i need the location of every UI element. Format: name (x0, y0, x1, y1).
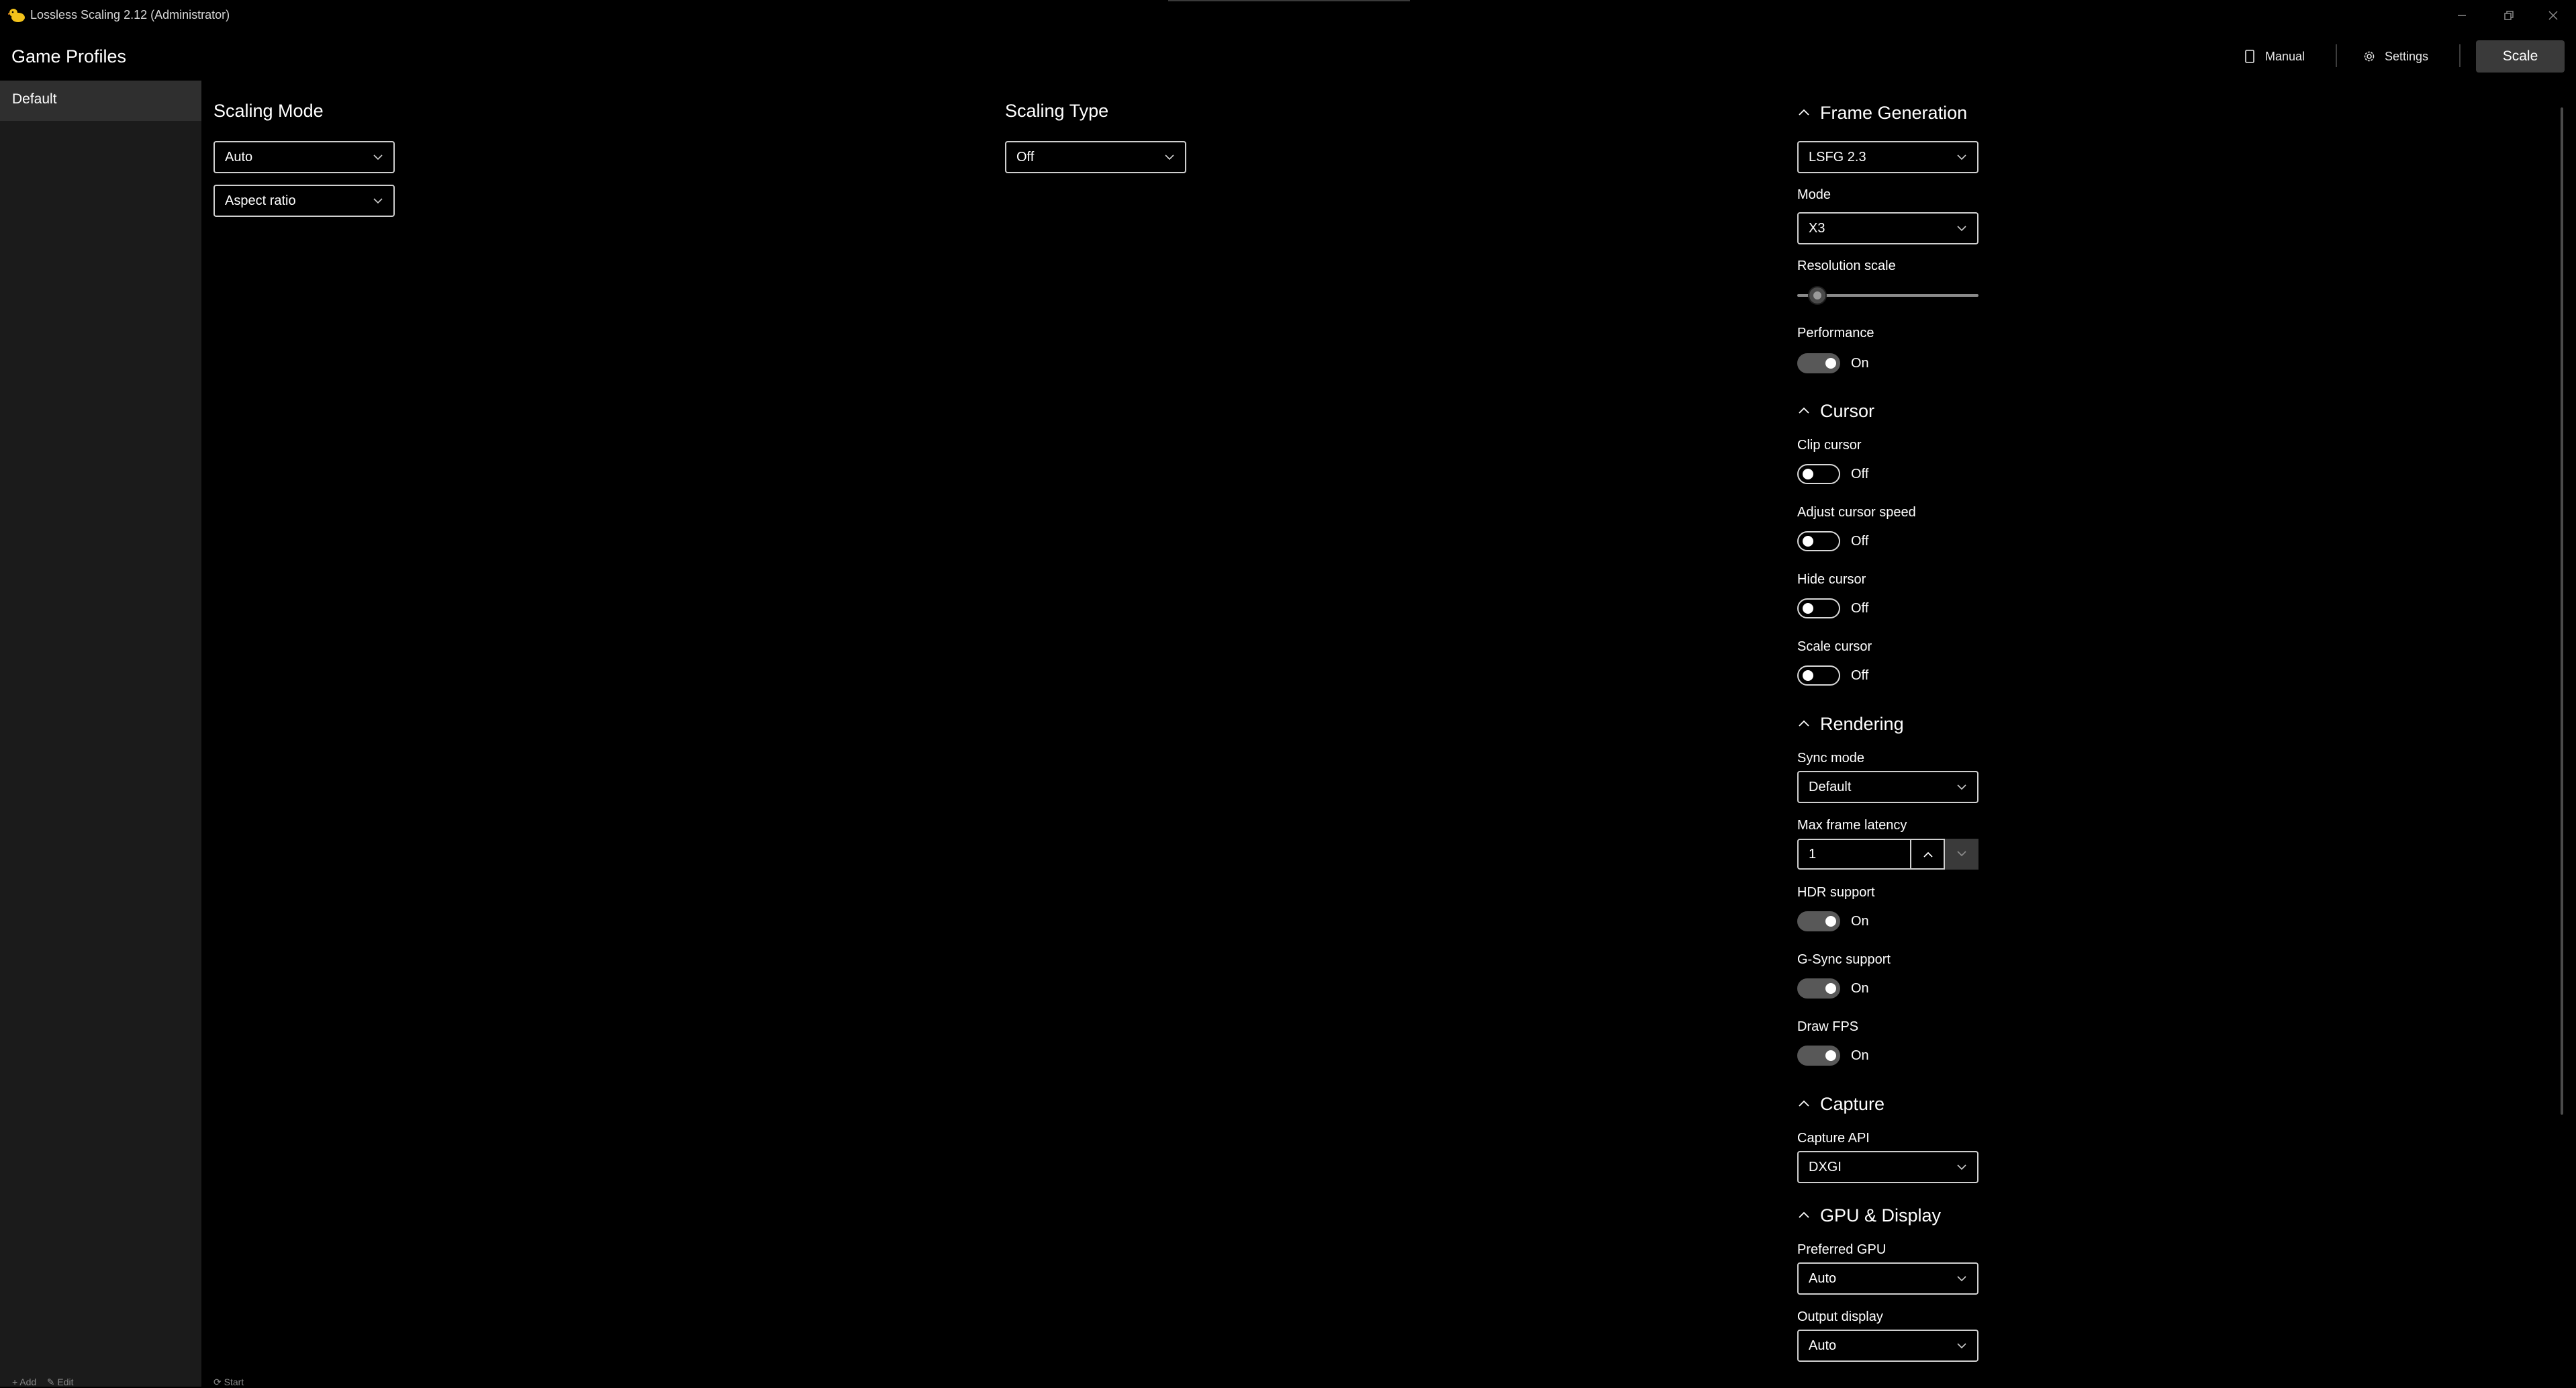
scale-cursor-toggle[interactable] (1797, 665, 1840, 686)
gpu-display-header[interactable] (1797, 1203, 1941, 1228)
restore-icon (2503, 9, 2515, 21)
adjust-cursor-speed-label: Adjust cursor speed (1797, 505, 1916, 520)
window-title: Lossless Scaling 2.12 (Administrator) (30, 8, 230, 21)
chevron-up-icon (1797, 106, 1811, 120)
gsync-support-toggle[interactable] (1797, 978, 1840, 999)
section-title: GPU & Display (1820, 1205, 1942, 1225)
sidebar-footer-actions[interactable]: + Add ✎ Edit (12, 1377, 74, 1387)
gsync-support-label: G-Sync support (1797, 952, 1891, 967)
section-title: Frame Generation (1820, 103, 1968, 123)
chevron-down-icon (1956, 222, 1968, 234)
toggle-knob (1803, 469, 1813, 479)
dropdown-value: Default (1809, 780, 1852, 794)
frame-generation-header[interactable] (1797, 101, 1967, 125)
close-button[interactable] (2536, 4, 2570, 27)
output-display-dropdown[interactable] (1797, 1330, 1978, 1362)
chevron-up-icon (1797, 1097, 1811, 1111)
settings-button[interactable] (2362, 43, 2428, 70)
chevron-down-icon (1163, 151, 1176, 163)
chevron-down-icon (1956, 781, 1968, 793)
scale-button[interactable]: Scale (2476, 40, 2565, 73)
sync-mode-dropdown[interactable] (1797, 771, 1978, 803)
chevron-up-icon (1921, 848, 1935, 862)
adjust-cursor-speed-toggle[interactable] (1797, 531, 1840, 551)
minimize-icon (2456, 9, 2468, 21)
chevron-up-icon (1797, 717, 1811, 731)
capture-api-label: Capture API (1797, 1131, 1870, 1146)
lsfg-version-dropdown[interactable] (1797, 141, 1978, 173)
dropdown-value: DXGI (1809, 1160, 1842, 1174)
toggle-knob (1803, 670, 1813, 681)
hdr-support-toggle[interactable] (1797, 911, 1840, 931)
minimize-button[interactable] (2445, 4, 2479, 27)
capture-api-dropdown[interactable] (1797, 1151, 1978, 1183)
header-divider (2459, 44, 2461, 67)
restore-button[interactable] (2492, 4, 2526, 27)
toggle-knob (1825, 983, 1836, 994)
decrement-button[interactable] (1945, 839, 1978, 870)
sidebar-item-default[interactable] (0, 81, 201, 121)
status-footer: ⟳ Start (213, 1377, 244, 1387)
hide-cursor-toggle[interactable] (1797, 598, 1840, 618)
toggle-knob (1825, 916, 1836, 927)
manual-button[interactable] (2242, 43, 2305, 70)
resolution-scale-slider-thumb[interactable] (1808, 286, 1827, 305)
rendering-header[interactable] (1797, 712, 1904, 736)
section-title: Rendering (1820, 714, 1904, 734)
chevron-down-icon (372, 151, 384, 163)
max-frame-latency-input[interactable]: 1 (1797, 839, 1911, 870)
clip-cursor-toggle[interactable] (1797, 464, 1840, 484)
clip-cursor-state: Off (1851, 467, 1869, 481)
cursor-header[interactable] (1797, 399, 1874, 423)
scaling-mode-title: Scaling Mode (213, 101, 324, 121)
manual-label: Manual (2265, 49, 2305, 63)
adjust-cursor-speed-state: Off (1851, 534, 1869, 549)
aspect-ratio-dropdown[interactable] (213, 185, 395, 217)
dropdown-value: Auto (1809, 1338, 1837, 1353)
toggle-knob (1825, 358, 1836, 369)
scaling-mode-dropdown[interactable] (213, 141, 395, 173)
preferred-gpu-dropdown[interactable] (1797, 1262, 1978, 1295)
hdr-support-label: HDR support (1797, 885, 1875, 900)
toggle-knob (1803, 603, 1813, 614)
close-icon (2547, 9, 2559, 21)
dropdown-value: LSFG 2.3 (1809, 150, 1866, 165)
chevron-down-icon (1956, 151, 1968, 163)
draw-fps-toggle[interactable] (1797, 1046, 1840, 1066)
section-title: Capture (1820, 1094, 1885, 1114)
chevron-down-icon (372, 195, 384, 207)
toggle-knob (1825, 1050, 1836, 1061)
scale-cursor-label: Scale cursor (1797, 639, 1872, 654)
performance-toggle[interactable] (1797, 353, 1840, 373)
scaling-type-dropdown[interactable] (1005, 141, 1186, 173)
chevron-up-icon (1797, 1209, 1811, 1222)
increment-button[interactable] (1910, 839, 1945, 870)
gsync-support-state: On (1851, 981, 1869, 996)
chevron-up-icon (1797, 404, 1811, 418)
hdr-support-state: On (1851, 914, 1869, 929)
resolution-scale-label: Resolution scale (1797, 259, 1896, 273)
page-title: Game Profiles (11, 46, 127, 66)
chevron-down-icon (1955, 847, 1968, 860)
dropdown-value: Auto (225, 150, 253, 165)
draw-fps-state: On (1851, 1048, 1869, 1063)
performance-state: On (1851, 356, 1869, 371)
settings-scrollbar[interactable] (2561, 107, 2563, 1115)
dropdown-value: Off (1016, 150, 1035, 165)
settings-label: Settings (2385, 49, 2429, 63)
section-title: Cursor (1820, 401, 1875, 421)
chevron-down-icon (1956, 1273, 1968, 1285)
scale-cursor-state: Off (1851, 668, 1869, 683)
scaling-type-title: Scaling Type (1005, 101, 1109, 121)
output-display-label: Output display (1797, 1309, 1883, 1324)
clip-cursor-label: Clip cursor (1797, 438, 1862, 453)
profiles-sidebar (0, 81, 201, 1387)
draw-fps-label: Draw FPS (1797, 1019, 1859, 1034)
dropdown-value: Auto (1809, 1271, 1837, 1286)
header-divider (2336, 44, 2337, 67)
gear-icon (2362, 49, 2377, 64)
dropdown-value: X3 (1809, 221, 1825, 236)
window-drag-handle[interactable] (1168, 0, 1410, 1)
sidebar-item-label: Default (12, 91, 57, 107)
preferred-gpu-label: Preferred GPU (1797, 1242, 1887, 1257)
hide-cursor-state: Off (1851, 601, 1869, 616)
toggle-knob (1803, 536, 1813, 547)
max-frame-latency-label: Max frame latency (1797, 818, 1907, 833)
chevron-down-icon (1956, 1340, 1968, 1352)
duck-logo-icon (8, 7, 26, 24)
hide-cursor-label: Hide cursor (1797, 572, 1866, 587)
dropdown-value: Aspect ratio (225, 193, 296, 208)
chevron-down-icon (1956, 1161, 1968, 1173)
mode-label: Mode (1797, 187, 1831, 202)
book-icon (2242, 49, 2257, 64)
capture-header[interactable] (1797, 1092, 1885, 1116)
performance-label: Performance (1797, 326, 1874, 340)
frame-mode-dropdown[interactable] (1797, 212, 1978, 244)
sync-mode-label: Sync mode (1797, 751, 1865, 766)
